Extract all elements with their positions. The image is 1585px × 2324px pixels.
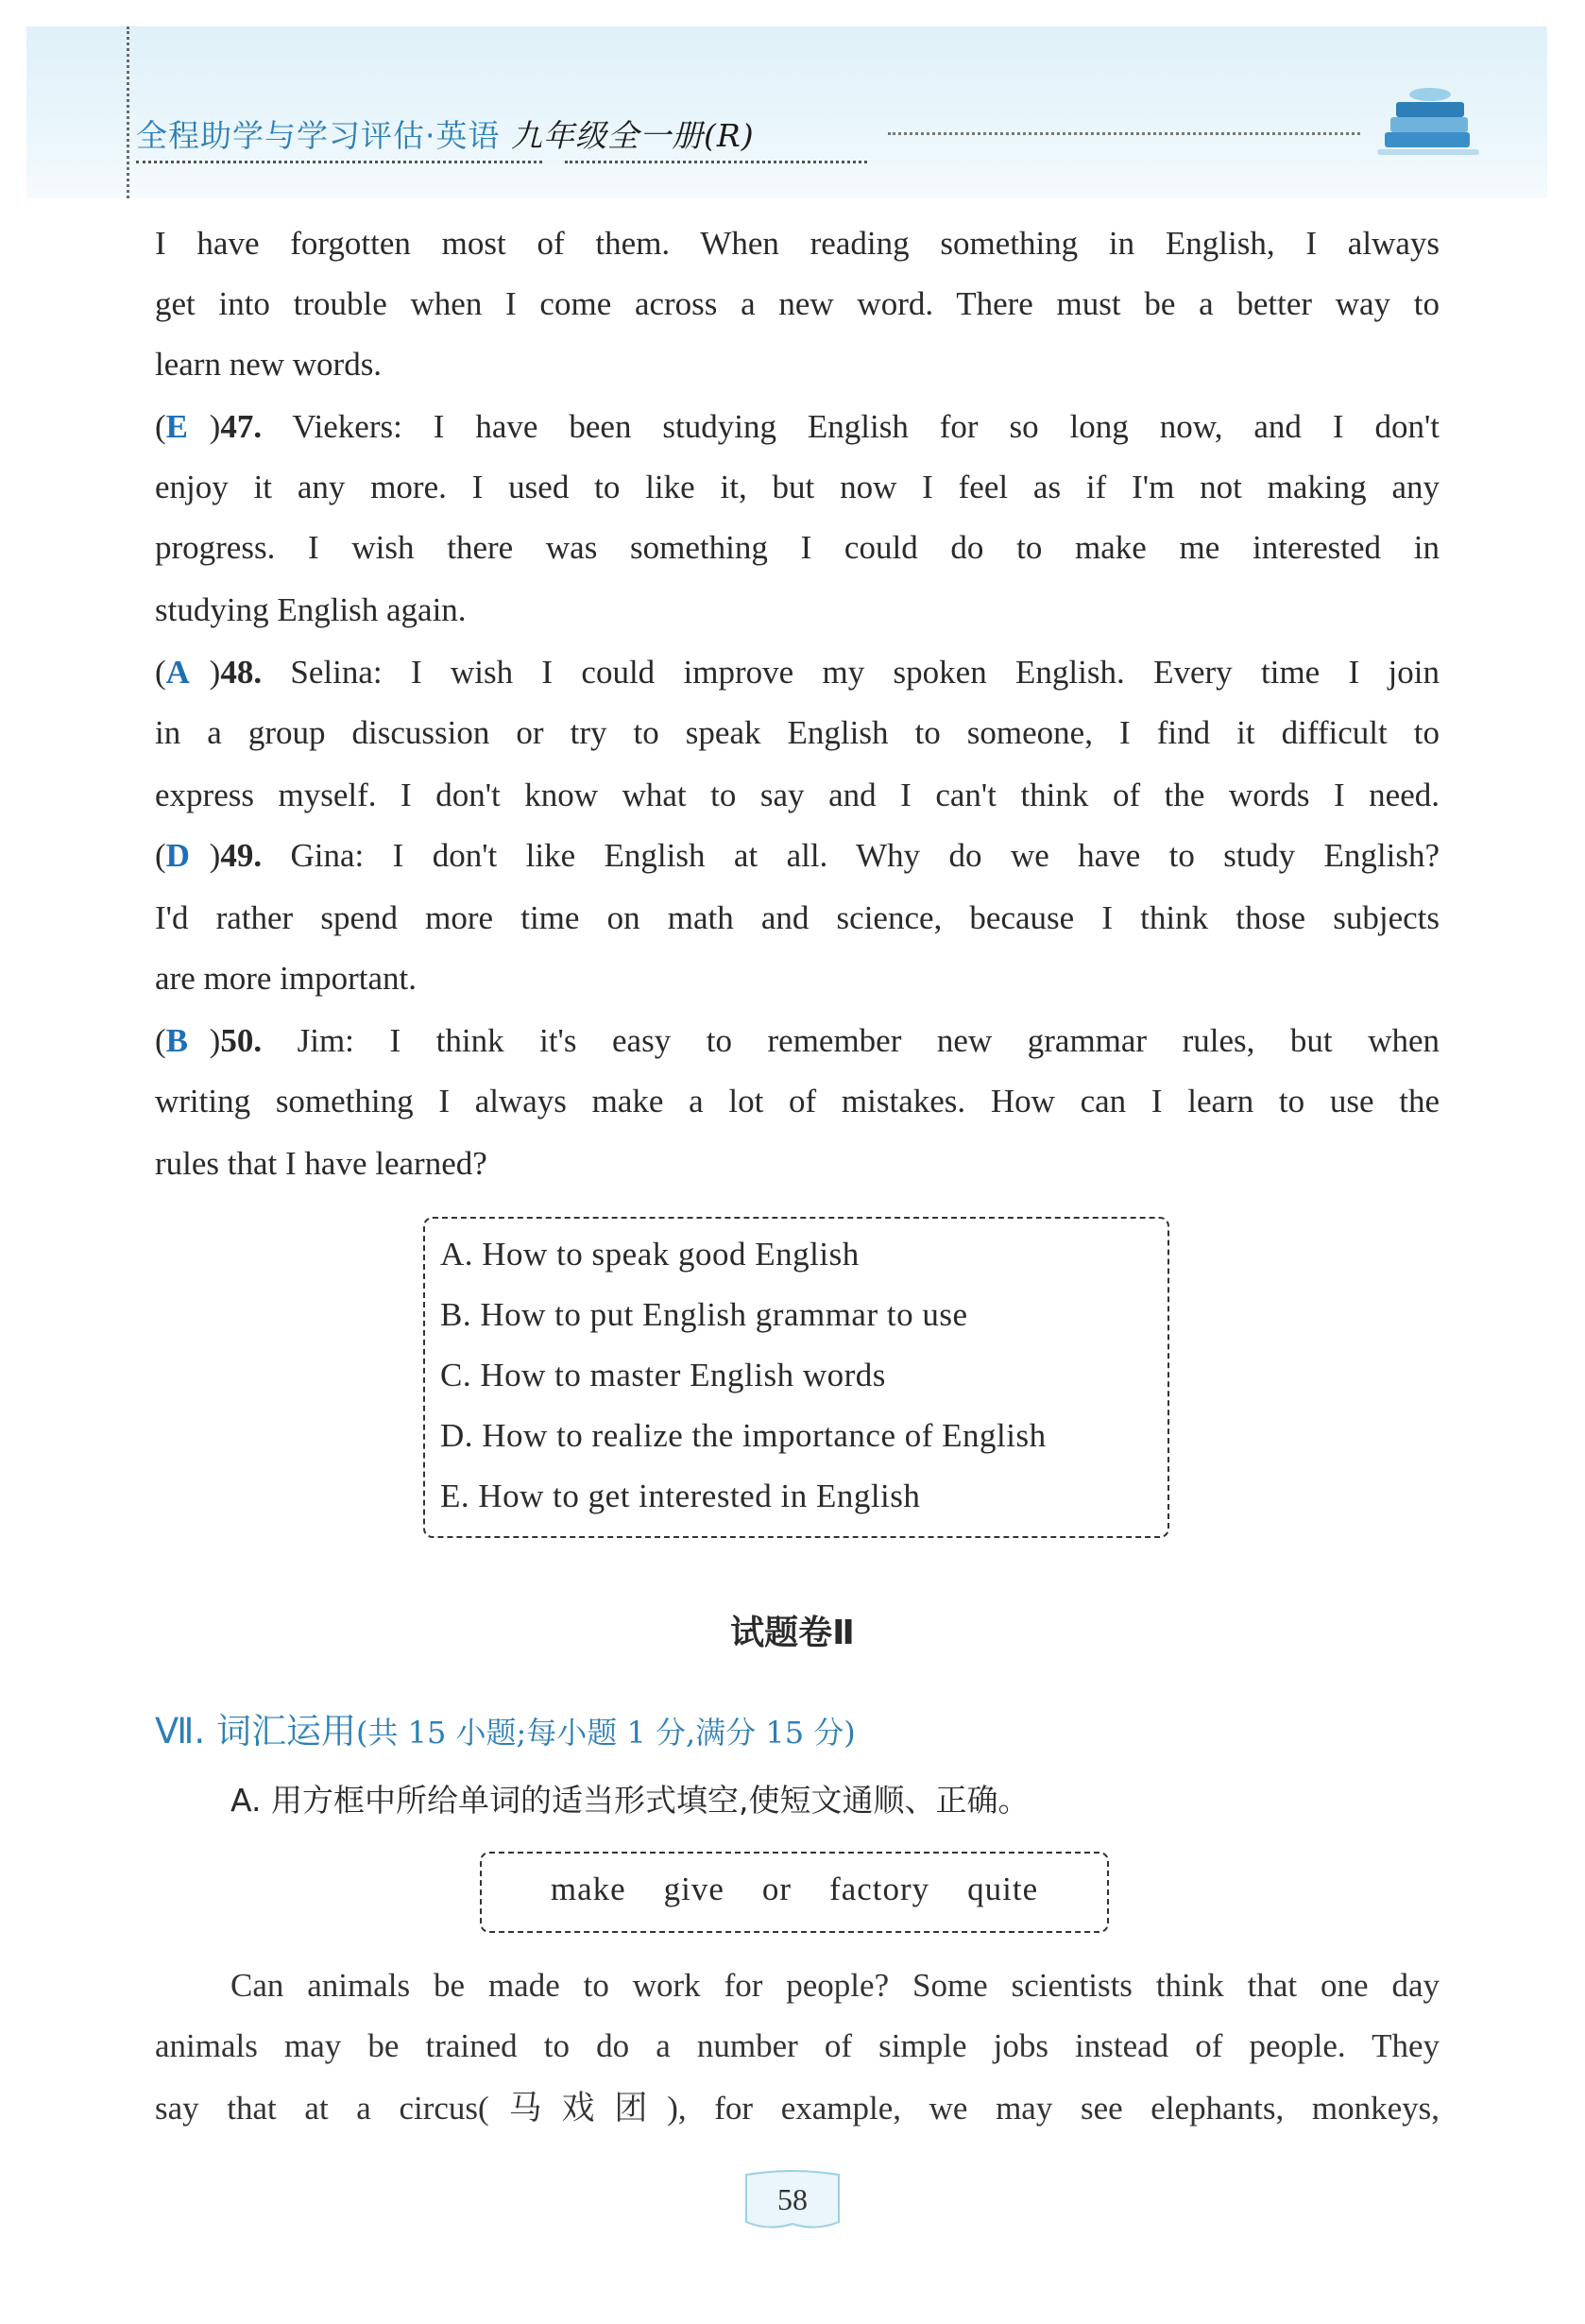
header-divider — [127, 26, 129, 198]
text-line: express myself. I don't know what to say and I can't think of the words I need. — [155, 777, 1440, 813]
text-line: enjoy it any more. I used to like it, but now I feel as if I'm not making any — [155, 469, 1440, 505]
text-line: studying English again. — [155, 591, 467, 628]
answer-49: D — [165, 837, 190, 874]
text-line: writing something I always make a lot of mistakes. How can I learn to use the — [155, 1083, 1440, 1119]
word-item: make — [550, 1871, 626, 1907]
text-line: get into trouble when I come across a new word. There must be a better way to — [155, 285, 1440, 322]
question-48: (A )48. Selina: I wish I could improve my spoken English. Every time I join — [155, 652, 1440, 693]
text-line: learn new words. — [155, 346, 383, 383]
question-49: (D )49. Gina: I don't like English at all. Why do we have to study English? — [155, 835, 1440, 877]
books-icon — [1377, 79, 1481, 164]
question-number: 47. — [220, 408, 263, 445]
book-title-main: 全程助学与学习评估·英语 — [136, 117, 501, 154]
question-number: 48. — [220, 654, 263, 691]
subtitle-underline — [565, 161, 867, 163]
passage-line: animals may be trained to do a number of simple jobs instead of people. They — [155, 2027, 1440, 2064]
text-line: progress. I wish there was something I could do to make me interested in — [155, 529, 1440, 566]
text-line: rules that I have learned? — [155, 1145, 487, 1182]
question-text: Gina: I don't like English at all. Why do we have to study English? — [290, 837, 1440, 874]
question-text: Selina: I wish I could improve my spoken English. Every time I join — [290, 654, 1440, 691]
question-text: Jim: I think it's easy to remember new grammar rules, but when — [297, 1022, 1440, 1059]
text-line: in a group discussion or try to speak English to someone, I find it difficult to — [155, 714, 1440, 751]
question-number: 49. — [220, 837, 263, 874]
word-item: quite — [967, 1871, 1039, 1907]
option-d: D. How to realize the importance of English — [440, 1417, 1047, 1454]
question-50: (B )50. Jim: I think it's easy to remember new grammar rules, but when — [155, 1020, 1440, 1062]
instruction: A. 用方框中所给单词的适当形式填空,使短文通顺、正确。 — [230, 1782, 1030, 1819]
option-b: B. How to put English grammar to use — [440, 1296, 968, 1333]
word-item: give — [663, 1871, 724, 1907]
page-number: 58 — [777, 2182, 808, 2216]
question-text: Viekers: I have been studying English for so long now, and I don't — [292, 408, 1440, 445]
book-title-sub: 九年级全一册(R) — [511, 117, 755, 154]
word-item: factory — [829, 1871, 930, 1907]
text-line: I have forgotten most of them. When reading something in English, I always — [155, 225, 1440, 262]
answer-48: A — [165, 654, 190, 691]
question-number: 50. — [220, 1022, 263, 1059]
section-title: 试题卷Ⅱ — [730, 1614, 855, 1652]
text-line: I'd rather spend more time on math and science, because I think those subjects — [155, 899, 1440, 936]
option-a: A. How to speak good English — [440, 1236, 860, 1273]
text-line: are more important. — [155, 960, 417, 997]
question-47: (E )47. Viekers: I have been studying English for so long now, and I don't — [155, 406, 1440, 448]
title-underline — [136, 161, 542, 163]
word-list — [480, 1869, 1109, 1910]
passage-line: Can animals be made to work for people? Some scientists think that one day — [230, 1967, 1440, 2004]
word-item: or — [761, 1871, 792, 1907]
vocab-heading-note: (共 15 小题;每小题 1 分,满分 15 分) — [355, 1715, 856, 1751]
vocab-heading — [155, 1702, 856, 1753]
option-c: C. How to master English words — [440, 1357, 886, 1393]
header-leader-line — [888, 132, 1360, 135]
option-e: E. How to get interested in English — [440, 1478, 921, 1514]
answer-47: E — [165, 408, 189, 445]
answer-50: B — [165, 1022, 189, 1059]
vocab-heading-label: Ⅶ. 词汇运用 — [155, 1711, 356, 1752]
book-title — [136, 111, 755, 156]
passage-line: say that at a circus(马戏团), for example, we may see elephants, monkeys, — [155, 2090, 1440, 2127]
